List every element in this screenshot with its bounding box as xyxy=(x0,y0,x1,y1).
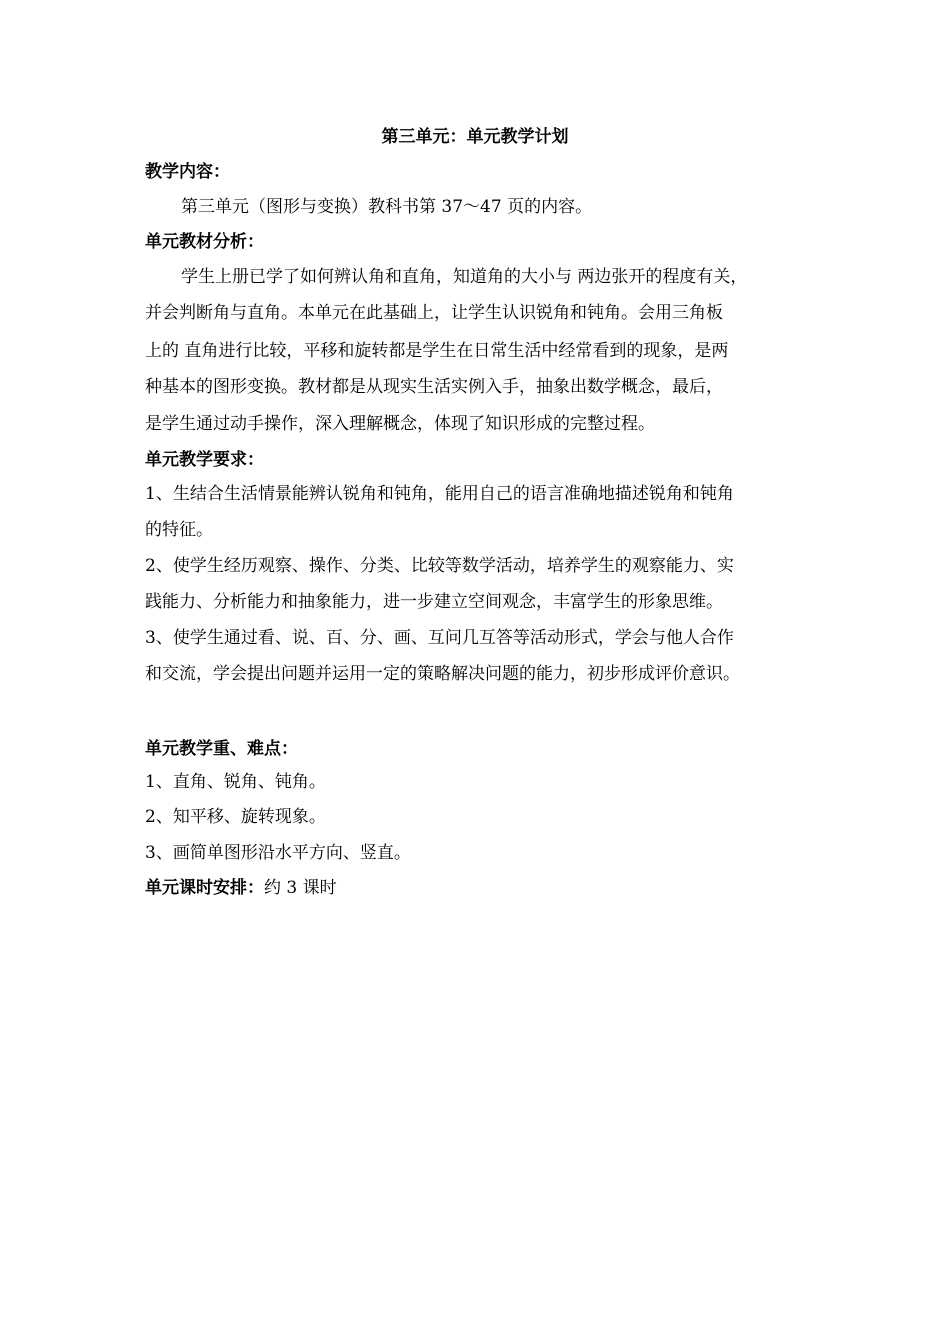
analysis-line: 是学生通过动手操作，深入理解概念，体现了知识形成的完整过程。 xyxy=(145,414,655,434)
teaching-content-text: 第三单元（图形与变换）教科书第 37～47 页的内容。 xyxy=(181,197,593,217)
page-title: 第三单元：单元教学计划 xyxy=(381,127,569,147)
key-point-item: 1、直角、锐角、钝角。 xyxy=(145,772,326,792)
schedule-line xyxy=(145,877,337,899)
teaching-content-heading: 教学内容： xyxy=(145,162,230,182)
requirements-line: 和交流，学会提出问题并运用一定的策略解决问题的能力，初步形成评价意识。 xyxy=(145,664,740,684)
schedule-heading: 单元课时安排： xyxy=(145,878,264,898)
analysis-line: 并会判断角与直角。本单元在此基础上，让学生认识锐角和钝角。会用三角板 xyxy=(145,303,723,323)
analysis-line: 种基本的图形变换。教材都是从现实生活实例入手，抽象出数学概念，最后， xyxy=(145,377,723,397)
key-point-item: 2、知平移、旋转现象。 xyxy=(145,807,326,827)
requirements-heading: 单元教学要求： xyxy=(145,450,264,470)
requirements-line: 1、生结合生活情景能辨认锐角和钝角，能用自己的语言准确地描述锐角和钝角 xyxy=(145,484,734,504)
analysis-line: 上的 直角进行比较，平移和旋转都是学生在日常生活中经常看到的现象，是两 xyxy=(145,341,729,361)
key-points-heading: 单元教学重、难点： xyxy=(145,739,298,759)
schedule-value: 约 3 课时 xyxy=(264,878,337,898)
analysis-line: 学生上册已学了如何辨认角和直角，知道角的大小与 两边张开的程度有关， xyxy=(181,267,748,287)
requirements-line: 3、使学生通过看、说、百、分、画、互问几互答等活动形式，学会与他人合作 xyxy=(145,628,734,648)
requirements-line: 践能力、分析能力和抽象能力，进一步建立空间观念，丰富学生的形象思维。 xyxy=(145,592,723,612)
requirements-line: 的特征。 xyxy=(145,520,213,540)
analysis-heading: 单元教材分析： xyxy=(145,232,264,252)
requirements-line: 2、使学生经历观察、操作、分类、比较等数学活动，培养学生的观察能力、实 xyxy=(145,556,734,576)
key-point-item: 3、画简单图形沿水平方向、竖直。 xyxy=(145,843,411,863)
